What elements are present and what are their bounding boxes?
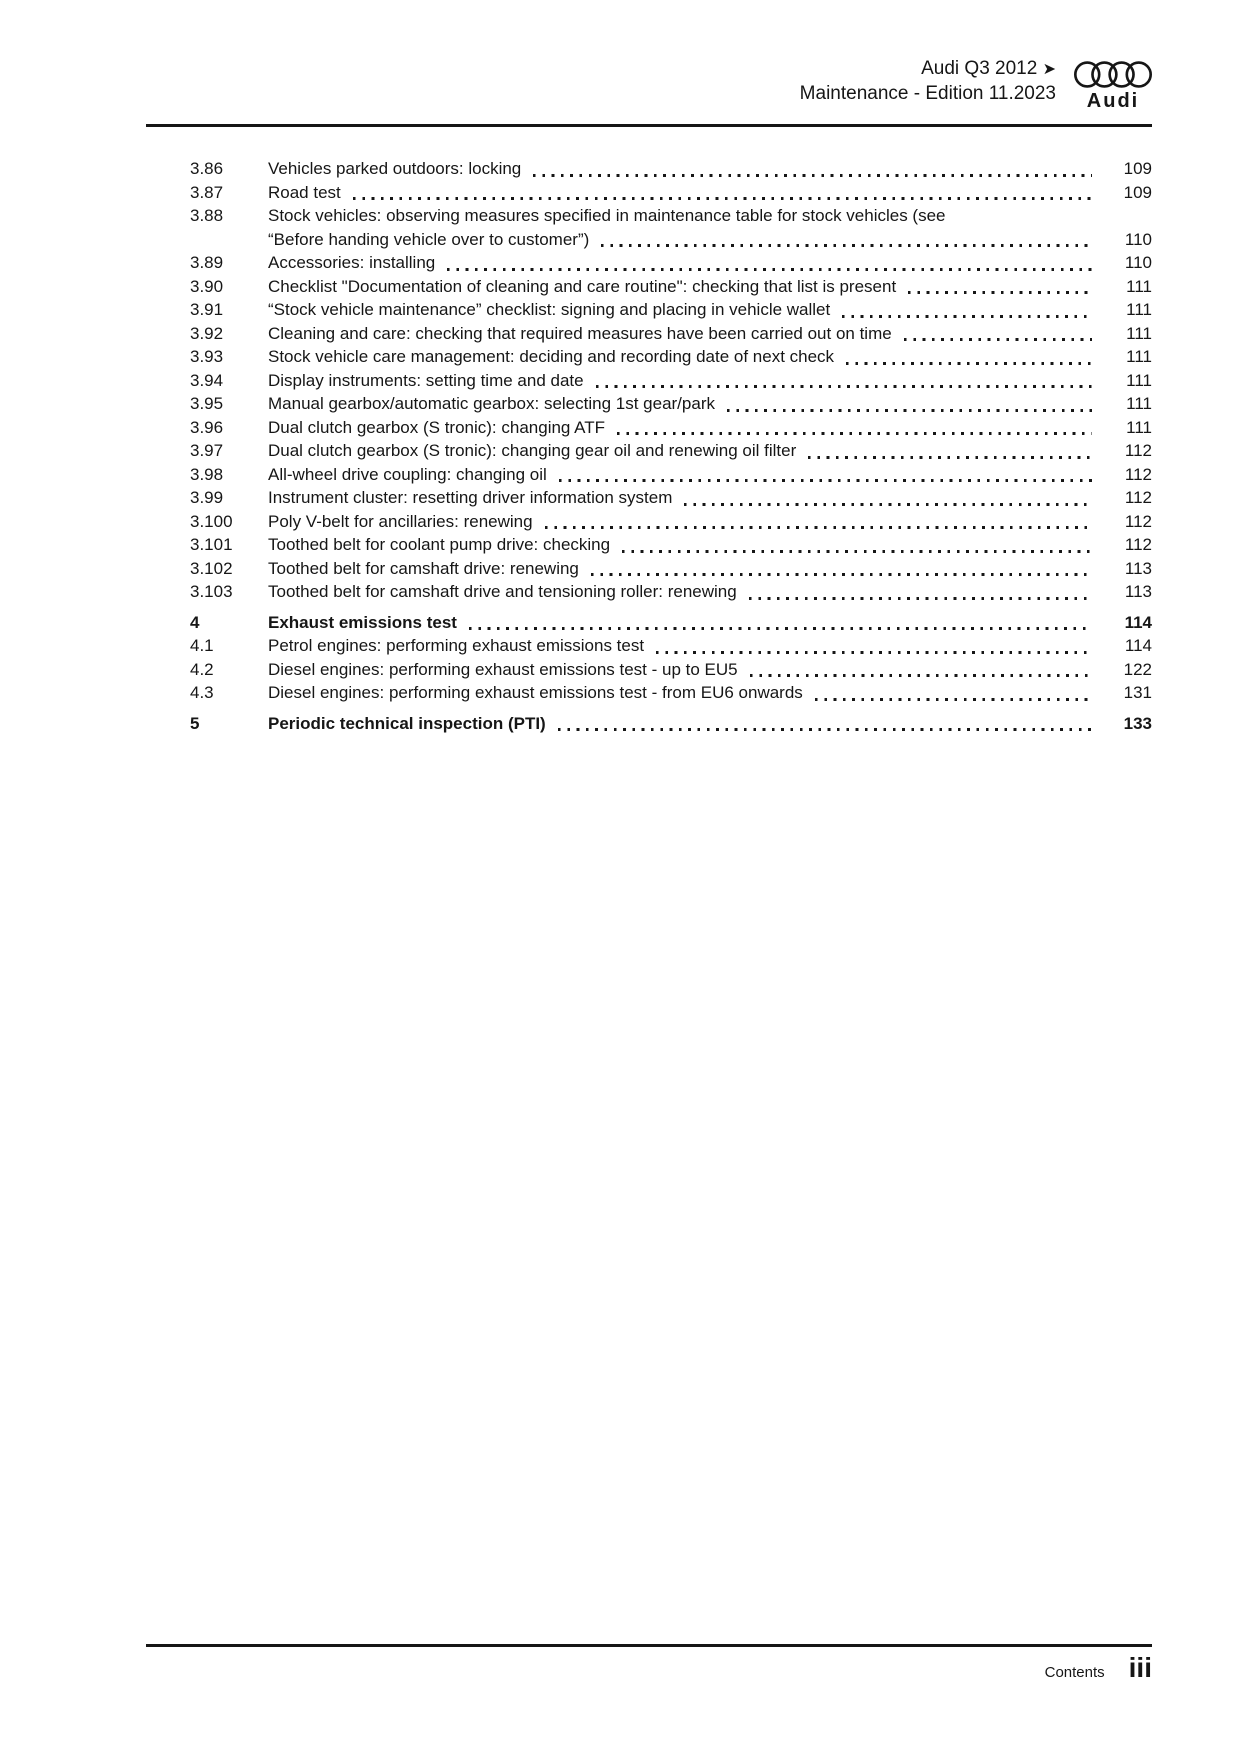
toc-entry-title: Checklist "Documentation of cleaning and care routine": checking that list is present <box>268 276 897 296</box>
toc-entry-title-block <box>268 486 1106 510</box>
toc-entry-title-block <box>268 712 1106 736</box>
toc-entry-page: 122 <box>1123 659 1152 679</box>
toc-entry-title-block <box>268 533 1106 557</box>
toc-entry <box>146 611 1152 635</box>
toc-entry-title-block <box>268 416 1106 440</box>
toc-entry <box>146 681 1152 705</box>
toc-entry-title: Poly V-belt for ancillaries: renewing <box>268 511 533 531</box>
toc-entry <box>146 345 1152 369</box>
toc-entry-number: 4.1 <box>190 636 214 655</box>
toc-entry-title-block <box>268 322 1106 346</box>
toc-entry-title: Dual clutch gearbox (S tronic): changing ATF <box>268 417 606 437</box>
toc-entry-title: Petrol engines: performing exhaust emissions test <box>268 636 645 655</box>
header-text <box>800 57 1056 106</box>
toc-entry-title-block <box>268 298 1106 322</box>
toc-entry-number: 3.93 <box>190 347 224 366</box>
toc-entry-title-block <box>268 157 1106 181</box>
toc-entry-page: 111 <box>1126 370 1152 390</box>
dot-leader <box>684 503 1092 506</box>
toc-entry-page: 111 <box>1126 323 1152 343</box>
toc-entry-title-block <box>268 510 1106 534</box>
toc-entry-number: 3.94 <box>190 370 224 390</box>
toc-entry-number: 3.90 <box>190 276 224 296</box>
toc-entry-number: 3.100 <box>190 511 233 531</box>
toc-entry-title-block <box>268 681 1106 705</box>
dot-leader <box>846 362 1092 365</box>
header-model-line: Audi Q3 2012 ➤ <box>921 58 1056 79</box>
toc-entry <box>146 157 1152 181</box>
footer-page-number: iii <box>1128 1652 1152 1683</box>
toc-entry-page: 112 <box>1124 535 1152 554</box>
toc-entry-page: 111 <box>1126 347 1152 366</box>
toc-entry-page: 112 <box>1124 511 1152 531</box>
toc-entry-number: 4.3 <box>190 683 214 702</box>
dot-leader <box>353 197 1092 200</box>
dot-leader <box>447 268 1092 271</box>
footer-section-label: Contents <box>1044 1664 1105 1681</box>
dot-leader <box>559 479 1092 482</box>
toc-entry <box>146 392 1152 416</box>
table-of-contents <box>146 157 1152 735</box>
toc-entry-title: Stock vehicle care management: deciding and recording date of next check <box>268 347 835 366</box>
toc-entry <box>146 322 1152 346</box>
dot-leader <box>622 550 1092 553</box>
dot-leader <box>904 338 1092 341</box>
dot-leader <box>842 315 1092 318</box>
dot-leader <box>533 174 1092 177</box>
toc-entry-title-block <box>268 580 1106 604</box>
toc-entry-number: 3.87 <box>190 182 224 202</box>
toc-entry-number: 3.101 <box>190 535 233 554</box>
dot-leader <box>591 573 1092 576</box>
dot-leader <box>908 291 1092 294</box>
toc-entry-number: 3.86 <box>190 159 224 178</box>
toc-entry-page: 111 <box>1126 417 1152 437</box>
toc-entry-title: Toothed belt for camshaft drive and tensioning roller: renewing <box>268 582 737 601</box>
toc-entry-title: Display instruments: setting time and date <box>268 370 584 390</box>
toc-entry-title: All-wheel drive coupling: changing oil <box>268 464 547 484</box>
toc-entry-title-block <box>268 251 1106 275</box>
toc-entry-page: 113 <box>1124 582 1152 601</box>
dot-leader <box>815 698 1092 701</box>
toc-entry-title: Road test <box>268 182 341 202</box>
toc-entry-title-block <box>268 463 1106 487</box>
toc-entry-title-block <box>268 611 1106 635</box>
toc-entry-title: Instrument cluster: resetting driver information system <box>268 488 673 507</box>
toc-entry-page: 113 <box>1124 558 1152 578</box>
toc-entry <box>146 251 1152 275</box>
toc-entry <box>146 658 1152 682</box>
dot-leader <box>545 526 1092 529</box>
toc-entry-title: Diesel engines: performing exhaust emissions test - up to EU5 <box>268 659 738 679</box>
toc-entry-title: Cleaning and care: checking that required measures have been carried out on time <box>268 323 892 343</box>
toc-entry-number: 3.88 <box>190 206 224 225</box>
toc-entry-number: 3.89 <box>190 253 224 272</box>
toc-entry-title-block <box>268 658 1106 682</box>
toc-entry <box>146 181 1152 205</box>
audi-rings-icon <box>1074 60 1152 89</box>
toc-entry-number: 3.91 <box>190 300 224 319</box>
toc-entry-title-block <box>268 439 1106 463</box>
toc-entry-number: 3.98 <box>190 464 224 484</box>
dot-leader <box>469 627 1092 630</box>
toc-entry-title: Periodic technical inspection (PTI) <box>268 713 546 733</box>
toc-entry-title-block <box>268 392 1106 416</box>
toc-entry-page: 114 <box>1124 612 1152 632</box>
toc-entry-title-block <box>268 634 1106 658</box>
toc-entry <box>146 557 1152 581</box>
toc-entry-title: Diesel engines: performing exhaust emissions test - from EU6 onwards <box>268 683 803 702</box>
dot-leader <box>749 597 1092 600</box>
toc-entry-page: 111 <box>1126 276 1152 296</box>
toc-entry-page: 110 <box>1124 229 1152 249</box>
dot-leader <box>558 728 1092 731</box>
toc-entry-page: 110 <box>1124 253 1152 272</box>
toc-entry-title: Dual clutch gearbox (S tronic): changing gear oil and renewing oil filter <box>268 441 797 460</box>
toc-entry <box>146 510 1152 534</box>
toc-entry <box>146 712 1152 736</box>
toc-entry <box>146 580 1152 604</box>
toc-entry-number: 3.95 <box>190 394 224 413</box>
toc-entry-title: Stock vehicles: observing measures specified in maintenance table for stock vehicles (see <box>268 206 946 225</box>
right-arrow-icon: ➤ <box>1042 61 1056 78</box>
toc-entry-page: 112 <box>1124 464 1152 484</box>
toc-entry <box>146 416 1152 440</box>
toc-entry <box>146 204 1152 251</box>
toc-entry-page: 111 <box>1126 300 1152 319</box>
dot-leader <box>656 651 1092 654</box>
dot-leader <box>601 244 1092 247</box>
toc-entry <box>146 533 1152 557</box>
toc-entry-page: 111 <box>1126 394 1152 413</box>
dot-leader <box>617 432 1092 435</box>
toc-entry-title-block <box>268 181 1106 205</box>
toc-entry-page: 112 <box>1124 441 1152 460</box>
toc-entry <box>146 439 1152 463</box>
toc-entry-number: 4 <box>190 612 200 632</box>
toc-entry-number: 3.97 <box>190 441 224 460</box>
toc-entry-number: 3.102 <box>190 558 233 578</box>
toc-entry-title: Vehicles parked outdoors: locking <box>268 159 522 178</box>
toc-entry-title: “Stock vehicle maintenance” checklist: signing and placing in vehicle wallet <box>268 300 831 319</box>
dot-leader <box>727 409 1092 412</box>
toc-entry-page: 131 <box>1123 683 1152 702</box>
toc-entry-number: 5 <box>190 713 200 733</box>
toc-entry-title-block <box>268 369 1106 393</box>
toc-entry-page: 109 <box>1123 182 1152 202</box>
toc-entry-page: 114 <box>1124 636 1152 655</box>
page-header <box>146 0 1152 127</box>
toc-entry-title-block <box>268 204 1106 251</box>
toc-entry-page: 112 <box>1124 488 1152 507</box>
toc-entry-number: 3.92 <box>190 323 224 343</box>
header-edition-line: Maintenance - Edition 11.2023 <box>799 83 1056 104</box>
audi-wordmark: Audi <box>1086 90 1140 112</box>
toc-entry-page: 133 <box>1123 713 1152 733</box>
toc-entry-title-continued: “Before handing vehicle over to customer”) <box>268 229 590 249</box>
page-footer <box>146 1644 1152 1682</box>
audi-logo <box>1074 60 1152 113</box>
toc-entry <box>146 486 1152 510</box>
dot-leader <box>750 674 1092 677</box>
toc-entry <box>146 298 1152 322</box>
toc-entry-title: Toothed belt for coolant pump drive: checking <box>268 535 611 554</box>
dot-leader <box>596 385 1092 388</box>
toc-entry-page: 109 <box>1123 159 1152 178</box>
toc-entry <box>146 634 1152 658</box>
toc-entry-title-block <box>268 275 1106 299</box>
toc-entry-title: Manual gearbox/automatic gearbox: selecting 1st gear/park <box>268 394 715 413</box>
toc-entry-title-block <box>268 557 1106 581</box>
toc-entry-title: Toothed belt for camshaft drive: renewing <box>268 558 579 578</box>
toc-entry-title: Exhaust emissions test <box>268 612 457 632</box>
dot-leader <box>808 456 1092 459</box>
toc-entry <box>146 369 1152 393</box>
toc-entry <box>146 463 1152 487</box>
toc-entry <box>146 275 1152 299</box>
toc-entry-number: 3.96 <box>190 417 224 437</box>
toc-entry-title: Accessories: installing <box>268 253 436 272</box>
toc-entry-title-block <box>268 345 1106 369</box>
toc-entry-number: 4.2 <box>190 659 214 679</box>
toc-entry-number: 3.103 <box>190 582 233 601</box>
toc-entry-number: 3.99 <box>190 488 224 507</box>
